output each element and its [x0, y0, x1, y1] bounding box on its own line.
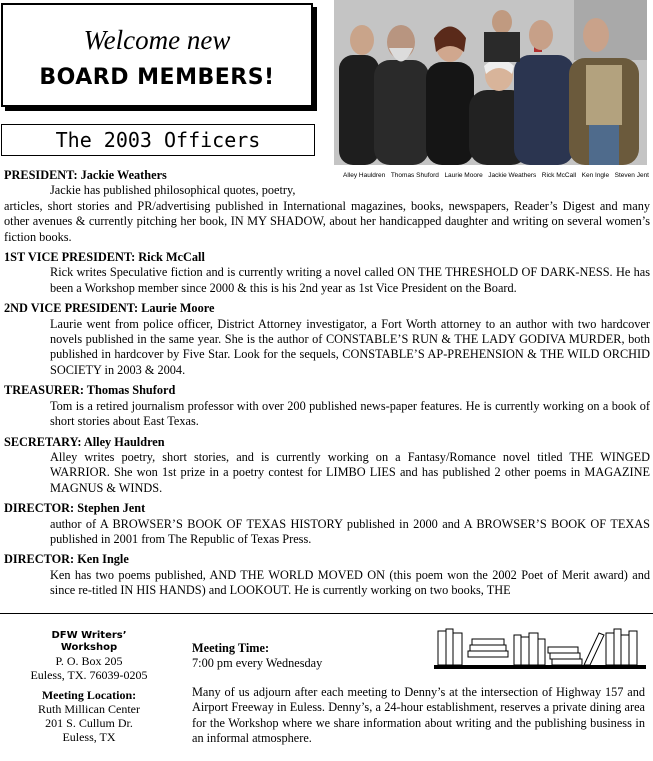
caption-name: Alley Hauldren: [343, 172, 386, 179]
officer-bio-first-line: Jackie has published philosophical quotes, poetry,: [50, 183, 296, 198]
meeting-time-value: 7:00 pm every Wednesday: [192, 656, 323, 670]
location-line: 201 S. Cullum Dr.: [45, 716, 133, 730]
group-photo-illustration: [334, 0, 647, 165]
meeting-location-heading: Meeting Location:: [41, 688, 137, 702]
officer-entry-president: [4, 168, 650, 245]
workshop-name: DFW Writers’: [51, 630, 127, 641]
officer-bio-text: articles, short stories and PR/advertising published in International magazines, books, newspapers, Reader’s Digest and many other avenues & currently pitching her book, IN MY SHADOW, about her handicapped daughter and writing on several women’s fiction books.: [4, 198, 650, 244]
workshop-address: [4, 630, 174, 744]
officer-bio: Rick writes Speculative fiction and is currently writing a novel called ON THE THRESHOLD OF DARK-NESS. He has been a Workshop member since 2000 & this is his 2nd year as 1st Vice President on the Board.: [50, 265, 650, 295]
officer-entry-director-jent: [4, 501, 650, 547]
workshop-name: Workshop: [60, 642, 118, 653]
officer-bio: Ken has two poems published, AND THE WORLD MOVED ON (this poem won the 2002 Poet of Merit award) and since re-titled IN HIS HANDS) and LOOKOUT. He is currently working on two books, THE: [50, 567, 650, 598]
board-members-heading: BOARD MEMBERS!: [39, 65, 275, 90]
caption-name: Jackie Weathers: [488, 172, 537, 179]
welcome-box: [1, 3, 313, 107]
po-box: P. O. Box 205: [55, 654, 123, 668]
location-line: Ruth Millican Center: [38, 702, 140, 716]
location-line: Euless, TX: [62, 730, 116, 744]
welcome-line: Welcome new: [83, 25, 231, 55]
denny-paragraph: Many of us adjourn after each meeting to Denny’s at the intersection of Highway 157 and Airport Freeway in Euless. Denny’s, a 24-hour establishment, reserves a private dining area for the Workshop where we share information about writing and the publishing business in an informal atmosphere.: [192, 685, 645, 745]
meeting-time: [192, 641, 322, 671]
meeting-time-heading: Meeting Time:: [192, 641, 270, 655]
officer-title: PRESIDENT: Jackie Weathers: [4, 168, 167, 182]
officer-bio: Alley writes poetry, short stories, and is currently working on a Fantasy/Romance novel titled THE WINGED WARRIOR. She won 1st prize in a poetry contest for LIMBO LIES and has published 2 other poems in MAGAZINE MAGNUS & WINDS.: [50, 449, 650, 495]
city-zip: Euless, TX. 76039-0205: [30, 668, 148, 682]
officer-entry-2nd-vp: [4, 301, 650, 378]
caption-name: Rick McCall: [541, 172, 577, 179]
officer-title: 2ND VICE PRESIDENT: Laurie Moore: [4, 301, 215, 316]
officer-entry-treasurer: [4, 383, 650, 429]
officer-title: SECRETARY: Alley Hauldren: [4, 434, 165, 449]
officer-entry-secretary: [4, 435, 650, 497]
officer-title: DIRECTOR: Ken Ingle: [4, 552, 129, 567]
officers-title: The 2003 Officers: [1, 124, 315, 156]
officer-title: TREASURER: Thomas Shuford: [4, 383, 176, 398]
officer-list: [4, 168, 650, 604]
officer-title: 1ST VICE PRESIDENT: Rick McCall: [4, 250, 205, 265]
caption-name: Steven Jent: [614, 172, 649, 179]
officer-title: DIRECTOR: Stephen Jent: [4, 501, 146, 516]
footer-divider: [0, 613, 653, 614]
officer-bio: Tom is a retired journalism professor with over 200 published news-paper features. He is currently working on a book of short stories about East Texas.: [50, 398, 650, 429]
caption-name: Laurie Moore: [444, 172, 483, 179]
officer-bio: Laurie went from police officer, District Attorney investigator, a Fort Worth attorney to an author with two hardcover novels published in the same year. She is the author of CONSTABLE’S RUN & THE LADY GODIVA MURDER, both published in hardcover by Five Star. Look for the sequels, CONSTABLE’S AP-PREHENSION & THE WILD ORCHID SOCIETY in 2003 & 2004.: [50, 316, 650, 377]
caption-name: Thomas Shuford: [390, 172, 439, 179]
bookshelf-illustration: [434, 625, 646, 673]
officer-bio: [4, 183, 650, 245]
caption-name: Ken Ingle: [581, 172, 610, 179]
officer-bio: author of A BROWSER’S BOOK OF TEXAS HISTORY published in 2000 and A BROWSER’S BOOK OF TEXAS published in 2001 from The Republic of Texas Press.: [50, 516, 650, 546]
group-photo: [334, 0, 647, 165]
officer-entry-director-ingle: [4, 552, 650, 598]
officer-entry-1st-vp: [4, 250, 650, 296]
